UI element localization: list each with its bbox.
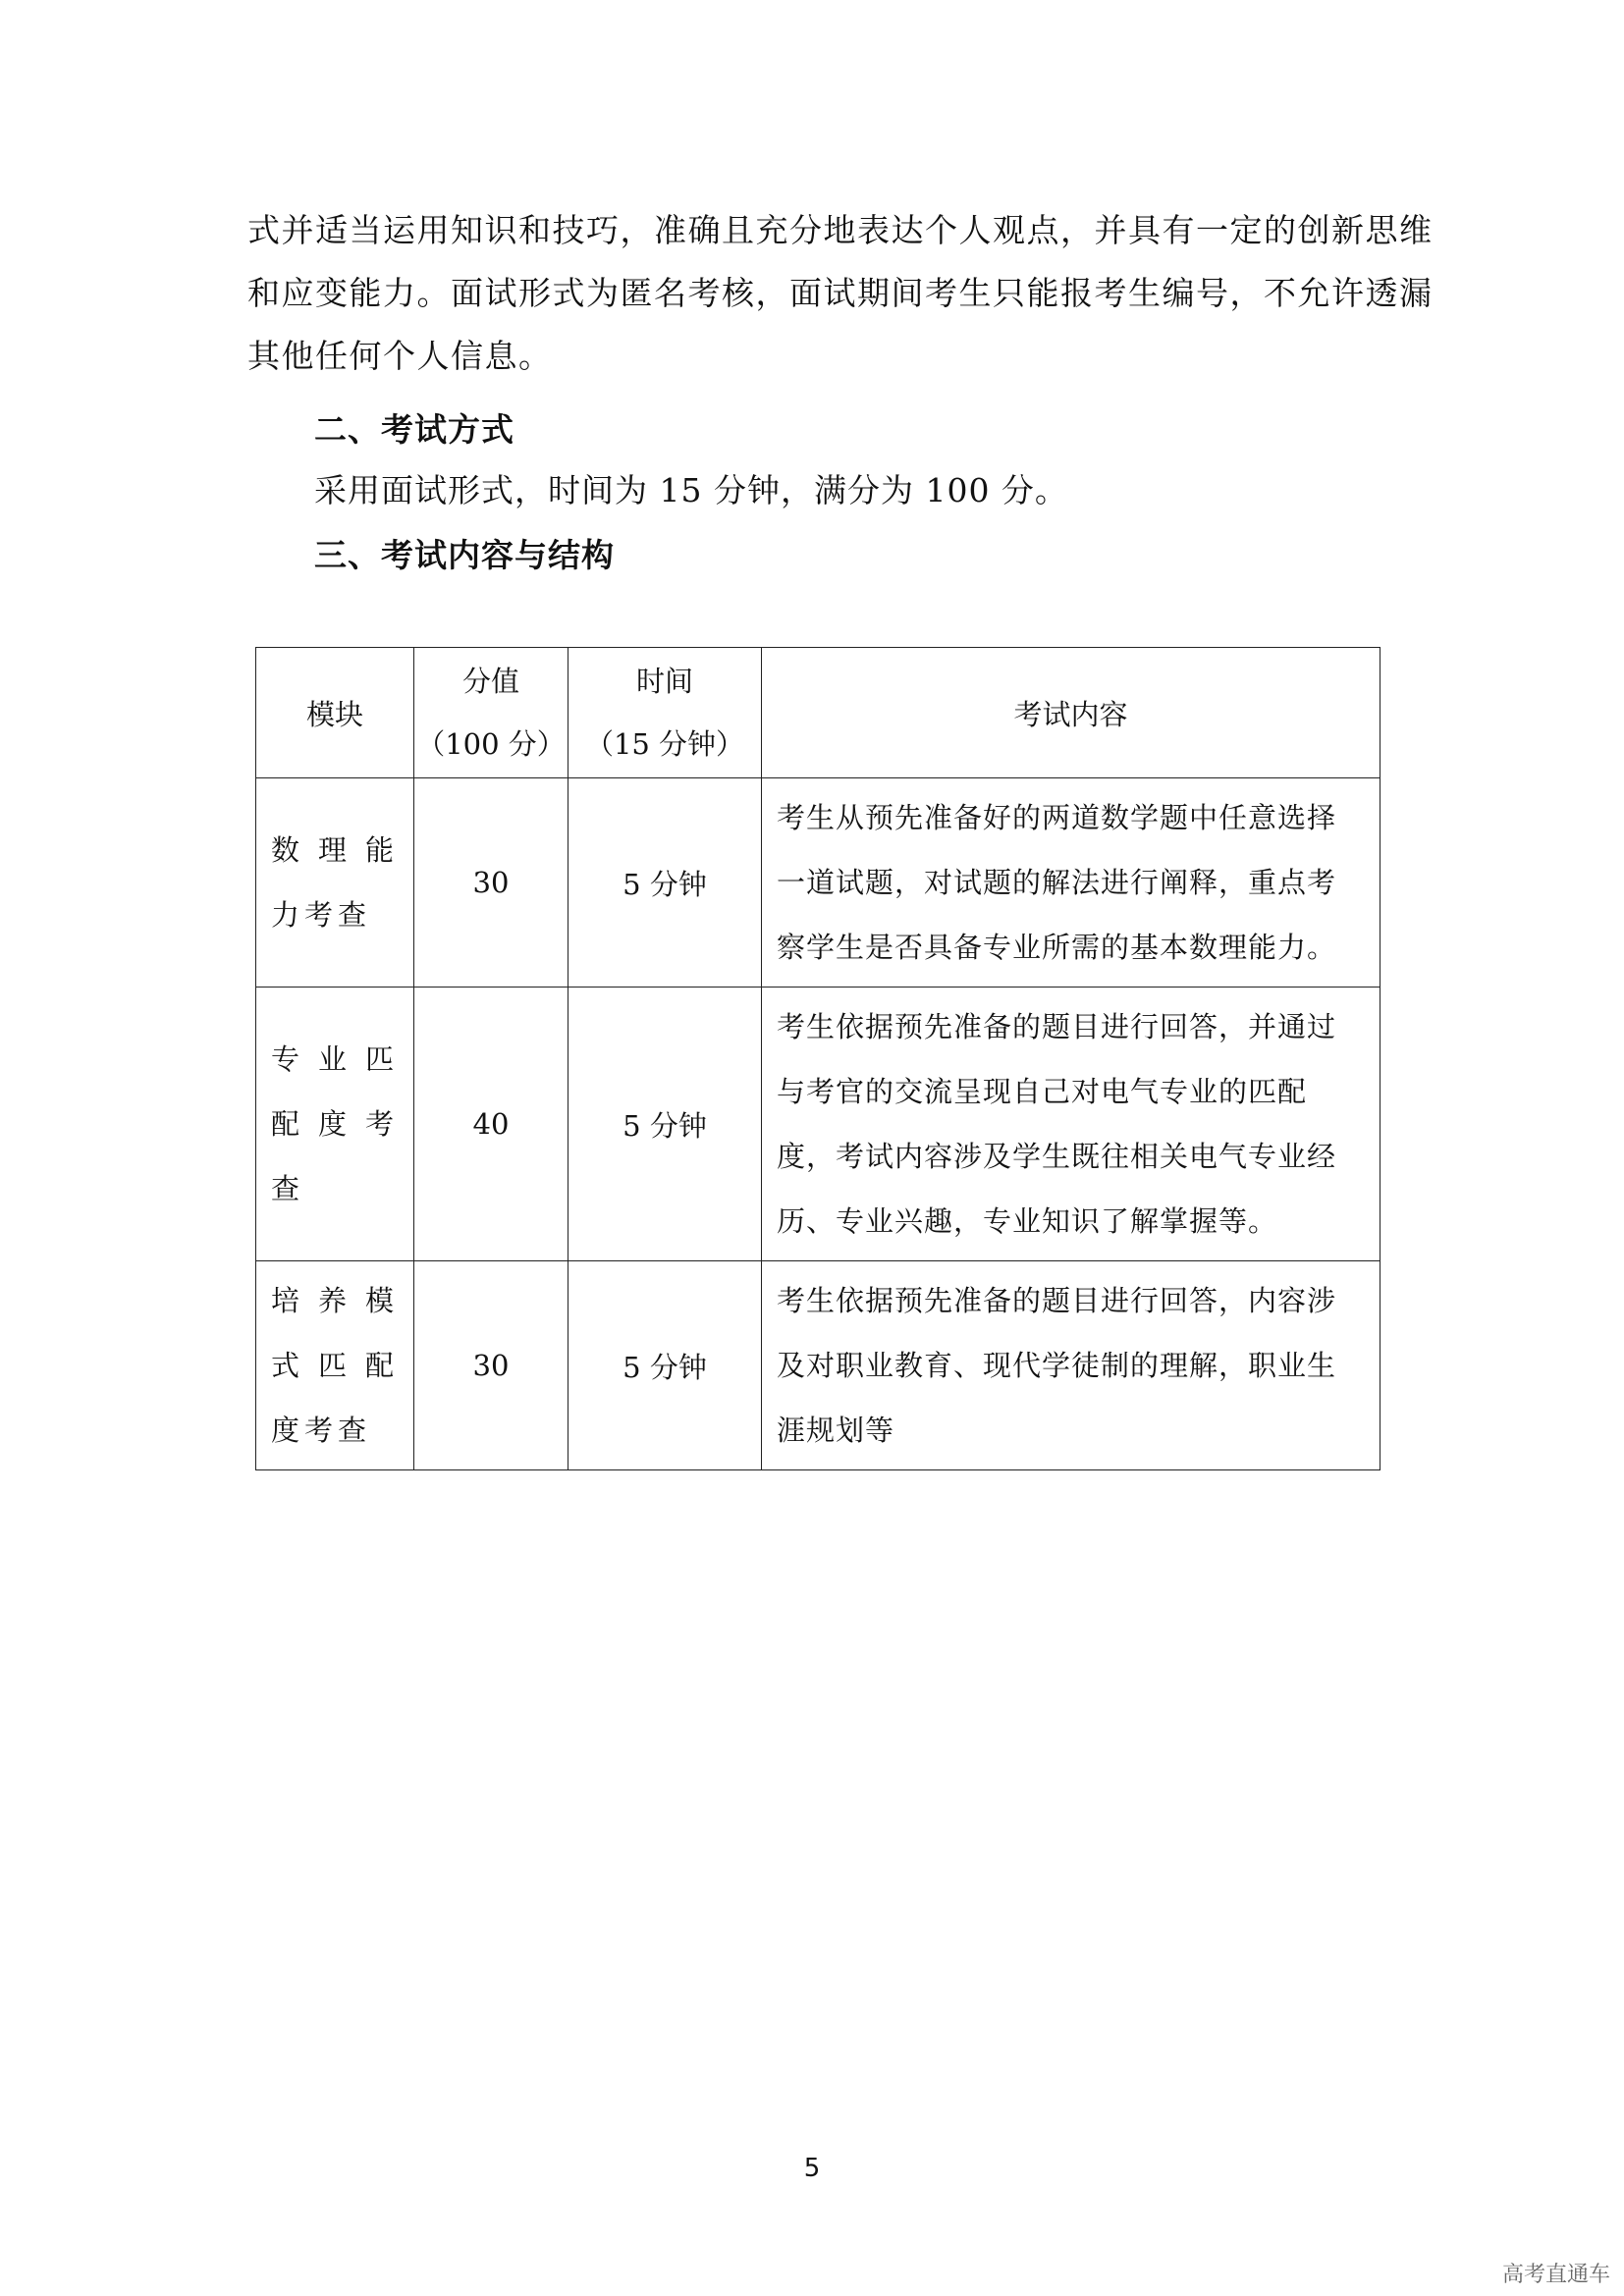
table-row	[256, 1261, 1380, 1470]
row-module-text: 数理能力考查	[271, 833, 399, 932]
row-content-text: 考生依据预先准备的题目进行回答，并通过与考官的交流呈现自己对电气专业的匹配度，考试内容涉及学生既往相关电气专业经历、专业兴趣，专业知识了解掌握等。	[777, 1010, 1337, 1238]
table-row	[256, 988, 1380, 1261]
header-time	[568, 648, 762, 778]
watermark: 高考直通车	[1501, 2263, 1610, 2287]
header-score	[414, 648, 568, 778]
exam-structure-table	[255, 647, 1380, 1470]
header-time-label: 时间	[635, 665, 693, 698]
page-number: 5	[803, 2154, 821, 2183]
table-header-row	[256, 648, 1380, 778]
row-score: 40	[414, 988, 568, 1261]
intro-paragraph	[247, 199, 1434, 388]
row-module-text: 培养模式匹配度考查	[271, 1284, 399, 1447]
section-2-heading: 二、考试方式	[314, 410, 514, 449]
row-time: 5 分钟	[568, 1261, 762, 1470]
row-module-text: 专业匹配度考查	[271, 1042, 399, 1205]
row-content	[762, 988, 1380, 1261]
header-time-total: （15 分钟）	[584, 727, 745, 761]
intro-line-1: 式并适当运用知识和技巧，准确且充分地表达个人观点，并具有一定的创新思维	[247, 211, 1434, 249]
row-module	[256, 988, 414, 1261]
header-module: 模块	[256, 648, 414, 778]
intro-line-3: 其他任何个人信息。	[247, 337, 553, 375]
header-content: 考试内容	[762, 648, 1380, 778]
row-module	[256, 1261, 414, 1470]
header-score-total: （100 分）	[416, 727, 566, 761]
header-score-label: 分值	[461, 665, 519, 698]
row-content-text: 考生从预先准备好的两道数学题中任意选择一道试题，对试题的解法进行阐释，重点考察学生是否具备专业所需的基本数理能力。	[777, 801, 1337, 964]
row-time: 5 分钟	[568, 778, 762, 988]
section-3-heading: 三、考试内容与结构	[314, 536, 615, 574]
row-content	[762, 1261, 1380, 1470]
section-2-text: 采用面试形式，时间为 15 分钟，满分为 100 分。	[314, 471, 1068, 509]
row-module	[256, 778, 414, 988]
table-row	[256, 778, 1380, 988]
row-content	[762, 778, 1380, 988]
row-content-text: 考生依据预先准备的题目进行回答，内容涉及对职业教育、现代学徒制的理解，职业生涯规划等	[777, 1284, 1337, 1447]
row-score: 30	[414, 1261, 568, 1470]
intro-line-2: 和应变能力。面试形式为匿名考核，面试期间考生只能报考生编号，不允许透漏	[247, 274, 1434, 312]
row-score: 30	[414, 778, 568, 988]
row-time: 5 分钟	[568, 988, 762, 1261]
